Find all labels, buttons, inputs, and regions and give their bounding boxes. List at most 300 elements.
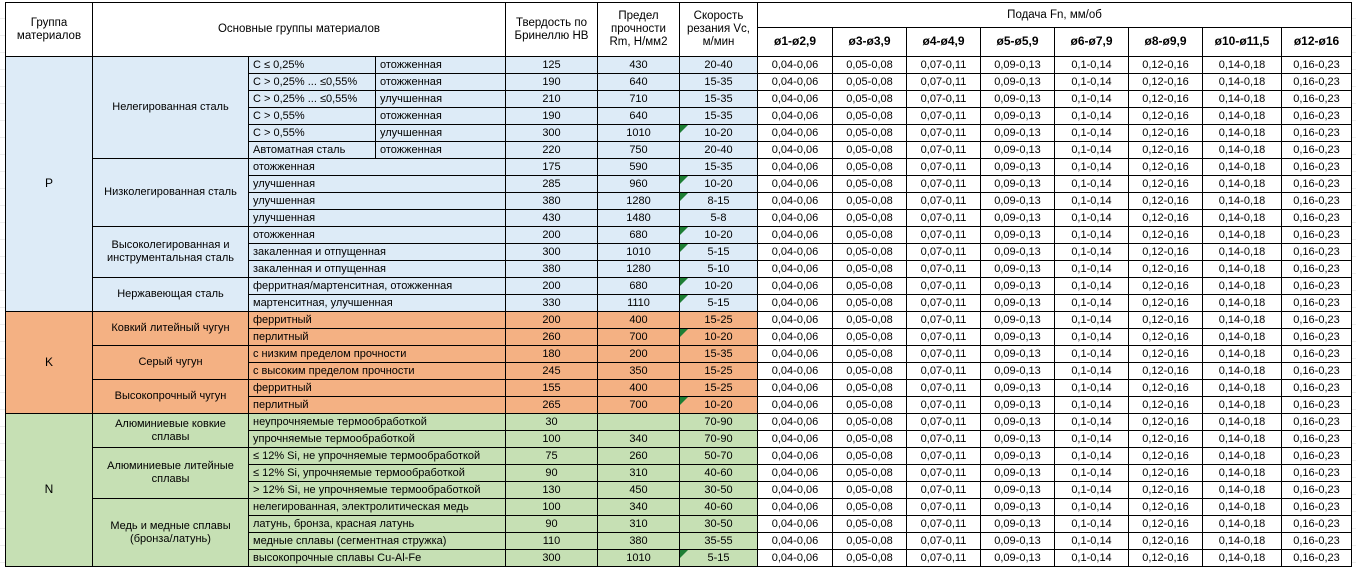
feed-cell: 0,14-0,18 [1203,431,1282,448]
cutting-speed-cell: 5-8 [680,210,758,227]
feed-cell: 0,1-0,14 [1055,125,1129,142]
feed-cell: 0,1-0,14 [1055,448,1129,465]
hardness-cell: 260 [506,329,598,346]
feed-cell: 0,16-0,23 [1282,346,1352,363]
feed-cell: 0,07-0,11 [907,499,981,516]
feed-cell: 0,05-0,08 [833,159,907,176]
feed-cell: 0,1-0,14 [1055,397,1129,414]
feed-cell: 0,16-0,23 [1282,380,1352,397]
feed-cell: 0,12-0,16 [1129,550,1203,567]
material-desc-cell: улучшенная [249,193,506,210]
hardness-cell: 110 [506,533,598,550]
feed-cell: 0,05-0,08 [833,431,907,448]
strength-cell: 1280 [598,193,680,210]
material-desc-cell: нелегированная, электролитическая медь [249,499,506,516]
composition-cell: C > 0,25% ... ≤0,55% [249,74,376,91]
cutting-speed-cell: 15-35 [680,159,758,176]
feed-cell: 0,1-0,14 [1055,516,1129,533]
feed-cell: 0,1-0,14 [1055,431,1129,448]
header-diameter-2: ø3-ø3,9 [833,28,907,57]
cutting-speed-cell: 15-35 [680,108,758,125]
strength-cell: 1280 [598,261,680,278]
feed-cell: 0,09-0,13 [981,550,1055,567]
material-desc-cell: высокопрочные сплавы Cu-Al-Fe [249,550,506,567]
cutting-data-table [5,2,1352,567]
feed-cell: 0,05-0,08 [833,295,907,312]
feed-cell: 0,04-0,06 [758,278,833,295]
strength-cell: 1110 [598,295,680,312]
material-desc-cell: отожженная [249,227,506,244]
feed-cell: 0,04-0,06 [758,261,833,278]
condition-cell: отожженная [376,74,506,91]
feed-cell: 0,14-0,18 [1203,516,1282,533]
feed-cell: 0,14-0,18 [1203,278,1282,295]
material-group-cell: K [6,312,93,414]
material-subgroup-cell: Высокопрочный чугун [93,380,249,414]
feed-cell: 0,09-0,13 [981,380,1055,397]
material-desc-cell: латунь, бронза, красная латунь [249,516,506,533]
feed-cell: 0,04-0,06 [758,295,833,312]
feed-cell: 0,07-0,11 [907,125,981,142]
feed-cell: 0,14-0,18 [1203,142,1282,159]
condition-cell: отожженная [376,57,506,74]
feed-cell: 0,04-0,06 [758,397,833,414]
hardness-cell: 210 [506,91,598,108]
feed-cell: 0,14-0,18 [1203,57,1282,74]
feed-cell: 0,16-0,23 [1282,193,1352,210]
feed-cell: 0,1-0,14 [1055,550,1129,567]
feed-cell: 0,16-0,23 [1282,516,1352,533]
feed-cell: 0,16-0,23 [1282,431,1352,448]
strength-cell: 750 [598,142,680,159]
feed-cell: 0,14-0,18 [1203,482,1282,499]
strength-cell: 700 [598,397,680,414]
strength-cell: 200 [598,346,680,363]
hardness-cell: 380 [506,193,598,210]
feed-cell: 0,09-0,13 [981,295,1055,312]
material-subgroup-cell: Серый чугун [93,346,249,380]
feed-cell: 0,16-0,23 [1282,329,1352,346]
table-row [6,227,1352,244]
feed-cell: 0,14-0,18 [1203,329,1282,346]
cutting-speed-cell: 15-35 [680,91,758,108]
composition-cell: C > 0,55% [249,108,376,125]
feed-cell: 0,05-0,08 [833,499,907,516]
feed-cell: 0,16-0,23 [1282,414,1352,431]
material-subgroup-cell: Нелегированная сталь [93,57,249,159]
header-material-group: Группа материалов [6,3,93,57]
material-desc-cell: с низким пределом прочности [249,346,506,363]
strength-cell: 700 [598,329,680,346]
feed-cell: 0,09-0,13 [981,57,1055,74]
feed-cell: 0,12-0,16 [1129,91,1203,108]
feed-cell: 0,04-0,06 [758,533,833,550]
material-desc-cell: упрочняемые термообработкой [249,431,506,448]
feed-cell: 0,1-0,14 [1055,482,1129,499]
condition-cell: улучшенная [376,91,506,108]
feed-cell: 0,12-0,16 [1129,448,1203,465]
table-row [6,346,1352,363]
feed-cell: 0,07-0,11 [907,57,981,74]
feed-cell: 0,1-0,14 [1055,142,1129,159]
feed-cell: 0,04-0,06 [758,244,833,261]
feed-cell: 0,1-0,14 [1055,176,1129,193]
feed-cell: 0,16-0,23 [1282,278,1352,295]
hardness-cell: 220 [506,142,598,159]
material-subgroup-cell: Низколегированная сталь [93,159,249,227]
condition-cell: отожженная [376,108,506,125]
feed-cell: 0,12-0,16 [1129,142,1203,159]
table-row [6,448,1352,465]
feed-cell: 0,07-0,11 [907,516,981,533]
hardness-cell: 300 [506,125,598,142]
feed-cell: 0,09-0,13 [981,74,1055,91]
feed-cell: 0,05-0,08 [833,448,907,465]
feed-cell: 0,07-0,11 [907,397,981,414]
feed-cell: 0,04-0,06 [758,329,833,346]
feed-cell: 0,05-0,08 [833,414,907,431]
strength-cell: 430 [598,57,680,74]
hardness-cell: 175 [506,159,598,176]
feed-cell: 0,12-0,16 [1129,125,1203,142]
header-feed-title: Подача Fn, мм/об [758,3,1352,28]
feed-cell: 0,07-0,11 [907,159,981,176]
strength-cell: 340 [598,431,680,448]
feed-cell: 0,04-0,06 [758,363,833,380]
cutting-speed-cell: 35-55 [680,533,758,550]
feed-cell: 0,14-0,18 [1203,448,1282,465]
material-desc-cell: улучшенная [249,210,506,227]
hardness-cell: 155 [506,380,598,397]
feed-cell: 0,14-0,18 [1203,108,1282,125]
feed-cell: 0,09-0,13 [981,499,1055,516]
cutting-speed-cell: 10-20 [680,397,758,414]
feed-cell: 0,16-0,23 [1282,550,1352,567]
feed-cell: 0,09-0,13 [981,414,1055,431]
feed-cell: 0,05-0,08 [833,125,907,142]
material-desc-cell: медные сплавы (сегментная стружка) [249,533,506,550]
hardness-cell: 330 [506,295,598,312]
feed-cell: 0,05-0,08 [833,261,907,278]
cutting-speed-cell: 15-25 [680,363,758,380]
feed-cell: 0,05-0,08 [833,193,907,210]
feed-cell: 0,14-0,18 [1203,159,1282,176]
feed-cell: 0,04-0,06 [758,550,833,567]
header-diameter-6: ø8-ø9,9 [1129,28,1203,57]
feed-cell: 0,04-0,06 [758,91,833,108]
feed-cell: 0,04-0,06 [758,482,833,499]
material-desc-cell: ≤ 12% Si, не упрочняемые термообработкой [249,448,506,465]
feed-cell: 0,07-0,11 [907,142,981,159]
feed-cell: 0,1-0,14 [1055,74,1129,91]
feed-cell: 0,07-0,11 [907,278,981,295]
feed-cell: 0,09-0,13 [981,108,1055,125]
condition-cell: улучшенная [376,125,506,142]
feed-cell: 0,14-0,18 [1203,91,1282,108]
feed-cell: 0,04-0,06 [758,210,833,227]
feed-cell: 0,09-0,13 [981,91,1055,108]
strength-cell: 400 [598,312,680,329]
feed-cell: 0,12-0,16 [1129,244,1203,261]
feed-cell: 0,07-0,11 [907,380,981,397]
composition-cell: Автоматная сталь [249,142,376,159]
feed-cell: 0,05-0,08 [833,482,907,499]
feed-cell: 0,16-0,23 [1282,465,1352,482]
feed-cell: 0,04-0,06 [758,448,833,465]
feed-cell: 0,12-0,16 [1129,261,1203,278]
feed-cell: 0,1-0,14 [1055,278,1129,295]
feed-cell: 0,12-0,16 [1129,108,1203,125]
feed-cell: 0,05-0,08 [833,108,907,125]
hardness-cell: 300 [506,550,598,567]
strength-cell: 1010 [598,125,680,142]
material-subgroup-cell: Нержавеющая сталь [93,278,249,312]
feed-cell: 0,1-0,14 [1055,210,1129,227]
table-row [6,414,1352,431]
hardness-cell: 300 [506,244,598,261]
cutting-speed-cell: 20-40 [680,57,758,74]
feed-cell: 0,12-0,16 [1129,227,1203,244]
feed-cell: 0,16-0,23 [1282,448,1352,465]
feed-cell: 0,1-0,14 [1055,414,1129,431]
feed-cell: 0,09-0,13 [981,482,1055,499]
table-row [6,499,1352,516]
feed-cell: 0,09-0,13 [981,329,1055,346]
feed-cell: 0,07-0,11 [907,431,981,448]
feed-cell: 0,07-0,11 [907,261,981,278]
feed-cell: 0,12-0,16 [1129,363,1203,380]
hardness-cell: 75 [506,448,598,465]
feed-cell: 0,12-0,16 [1129,533,1203,550]
cutting-speed-cell: 15-25 [680,312,758,329]
header-brinell-hardness: Твердость по Бринеллю HB [506,3,598,57]
feed-cell: 0,04-0,06 [758,414,833,431]
feed-cell: 0,12-0,16 [1129,482,1203,499]
feed-cell: 0,12-0,16 [1129,210,1203,227]
strength-cell: 400 [598,380,680,397]
feed-cell: 0,09-0,13 [981,533,1055,550]
cutting-speed-cell: 5-15 [680,550,758,567]
feed-cell: 0,05-0,08 [833,397,907,414]
feed-cell: 0,05-0,08 [833,312,907,329]
hardness-cell: 100 [506,431,598,448]
table-row [6,278,1352,295]
feed-cell: 0,07-0,11 [907,329,981,346]
material-desc-cell: с высоким пределом прочности [249,363,506,380]
feed-cell: 0,07-0,11 [907,363,981,380]
strength-cell: 640 [598,74,680,91]
material-desc-cell: закаленная и отпущенная [249,244,506,261]
feed-cell: 0,12-0,16 [1129,159,1203,176]
feed-cell: 0,04-0,06 [758,346,833,363]
composition-cell: C ≤ 0,25% [249,57,376,74]
feed-cell: 0,09-0,13 [981,142,1055,159]
feed-cell: 0,04-0,06 [758,57,833,74]
feed-cell: 0,07-0,11 [907,227,981,244]
feed-cell: 0,05-0,08 [833,550,907,567]
material-desc-cell: перлитный [249,397,506,414]
composition-cell: C > 0,25% ... ≤0,55% [249,91,376,108]
hardness-cell: 190 [506,108,598,125]
feed-cell: 0,09-0,13 [981,176,1055,193]
feed-cell: 0,14-0,18 [1203,193,1282,210]
feed-cell: 0,04-0,06 [758,465,833,482]
feed-cell: 0,09-0,13 [981,312,1055,329]
feed-cell: 0,16-0,23 [1282,244,1352,261]
material-subgroup-cell: Ковкий литейный чугун [93,312,249,346]
strength-cell: 350 [598,363,680,380]
feed-cell: 0,16-0,23 [1282,210,1352,227]
feed-cell: 0,1-0,14 [1055,159,1129,176]
strength-cell: 680 [598,278,680,295]
strength-cell: 310 [598,465,680,482]
feed-cell: 0,05-0,08 [833,533,907,550]
cutting-speed-cell: 10-20 [680,329,758,346]
strength-cell: 1010 [598,550,680,567]
feed-cell: 0,07-0,11 [907,482,981,499]
feed-cell: 0,1-0,14 [1055,363,1129,380]
feed-cell: 0,09-0,13 [981,278,1055,295]
feed-cell: 0,09-0,13 [981,363,1055,380]
feed-cell: 0,05-0,08 [833,142,907,159]
feed-cell: 0,12-0,16 [1129,329,1203,346]
feed-cell: 0,1-0,14 [1055,465,1129,482]
feed-cell: 0,14-0,18 [1203,227,1282,244]
feed-cell: 0,07-0,11 [907,346,981,363]
feed-cell: 0,14-0,18 [1203,397,1282,414]
strength-cell: 960 [598,176,680,193]
hardness-cell: 130 [506,482,598,499]
cutting-speed-cell: 5-10 [680,261,758,278]
strength-cell: 640 [598,108,680,125]
feed-cell: 0,04-0,06 [758,193,833,210]
header-diameter-8: ø12-ø16 [1282,28,1352,57]
feed-cell: 0,09-0,13 [981,516,1055,533]
feed-cell: 0,14-0,18 [1203,363,1282,380]
cutting-speed-cell: 50-70 [680,448,758,465]
feed-cell: 0,07-0,11 [907,193,981,210]
feed-cell: 0,05-0,08 [833,244,907,261]
material-subgroup-cell: Алюминиевые ковкие сплавы [93,414,249,448]
feed-cell: 0,07-0,11 [907,550,981,567]
header-diameter-3: ø4-ø4,9 [907,28,981,57]
feed-cell: 0,12-0,16 [1129,431,1203,448]
material-desc-cell: ферритная/мартенситная, отожженная [249,278,506,295]
header-cutting-speed: Скорость резания Vc, м/мин [680,3,758,57]
table-body [6,57,1352,567]
cutting-speed-cell: 70-90 [680,414,758,431]
feed-cell: 0,07-0,11 [907,448,981,465]
strength-cell: 1010 [598,244,680,261]
feed-cell: 0,04-0,06 [758,516,833,533]
feed-cell: 0,12-0,16 [1129,57,1203,74]
feed-cell: 0,1-0,14 [1055,57,1129,74]
feed-cell: 0,07-0,11 [907,74,981,91]
feed-cell: 0,07-0,11 [907,295,981,312]
feed-cell: 0,14-0,18 [1203,550,1282,567]
feed-cell: 0,05-0,08 [833,74,907,91]
feed-cell: 0,1-0,14 [1055,346,1129,363]
cutting-speed-cell: 5-15 [680,244,758,261]
feed-cell: 0,16-0,23 [1282,295,1352,312]
material-group-cell: P [6,57,93,312]
feed-cell: 0,04-0,06 [758,380,833,397]
material-desc-cell: ферритный [249,312,506,329]
feed-cell: 0,09-0,13 [981,431,1055,448]
feed-cell: 0,04-0,06 [758,499,833,516]
feed-cell: 0,14-0,18 [1203,176,1282,193]
hardness-cell: 90 [506,516,598,533]
hardness-cell: 100 [506,499,598,516]
feed-cell: 0,14-0,18 [1203,125,1282,142]
strength-cell [598,414,680,431]
feed-cell: 0,09-0,13 [981,465,1055,482]
cutting-speed-cell: 15-25 [680,380,758,397]
feed-cell: 0,16-0,23 [1282,142,1352,159]
hardness-cell: 30 [506,414,598,431]
feed-cell: 0,16-0,23 [1282,533,1352,550]
feed-cell: 0,07-0,11 [907,244,981,261]
feed-cell: 0,09-0,13 [981,227,1055,244]
feed-cell: 0,04-0,06 [758,159,833,176]
feed-cell: 0,12-0,16 [1129,397,1203,414]
feed-cell: 0,16-0,23 [1282,159,1352,176]
feed-cell: 0,14-0,18 [1203,261,1282,278]
feed-cell: 0,1-0,14 [1055,193,1129,210]
cutting-speed-cell: 10-20 [680,125,758,142]
feed-cell: 0,05-0,08 [833,278,907,295]
feed-cell: 0,16-0,23 [1282,176,1352,193]
cutting-speed-cell: 70-90 [680,431,758,448]
feed-cell: 0,12-0,16 [1129,176,1203,193]
hardness-cell: 190 [506,74,598,91]
feed-cell: 0,14-0,18 [1203,295,1282,312]
feed-cell: 0,12-0,16 [1129,193,1203,210]
strength-cell: 260 [598,448,680,465]
feed-cell: 0,1-0,14 [1055,329,1129,346]
feed-cell: 0,16-0,23 [1282,108,1352,125]
feed-cell: 0,1-0,14 [1055,312,1129,329]
hardness-cell: 200 [506,227,598,244]
feed-cell: 0,1-0,14 [1055,533,1129,550]
feed-cell: 0,12-0,16 [1129,295,1203,312]
material-desc-cell: улучшенная [249,176,506,193]
header-diameter-4: ø5-ø5,9 [981,28,1055,57]
strength-cell: 680 [598,227,680,244]
condition-cell: отожженная [376,142,506,159]
strength-cell: 710 [598,91,680,108]
table-row [6,57,1352,74]
table-row [6,380,1352,397]
feed-cell: 0,16-0,23 [1282,312,1352,329]
feed-cell: 0,1-0,14 [1055,380,1129,397]
cutting-speed-cell: 10-20 [680,176,758,193]
feed-cell: 0,12-0,16 [1129,499,1203,516]
feed-cell: 0,05-0,08 [833,227,907,244]
feed-cell: 0,14-0,18 [1203,346,1282,363]
feed-cell: 0,07-0,11 [907,108,981,125]
cutting-speed-cell: 15-35 [680,74,758,91]
feed-cell: 0,1-0,14 [1055,261,1129,278]
feed-cell: 0,16-0,23 [1282,499,1352,516]
hardness-cell: 245 [506,363,598,380]
feed-cell: 0,14-0,18 [1203,499,1282,516]
feed-cell: 0,05-0,08 [833,91,907,108]
material-subgroup-cell: Алюминиевые литейные сплавы [93,448,249,499]
material-desc-cell: перлитный [249,329,506,346]
cutting-speed-cell: 10-20 [680,227,758,244]
feed-cell: 0,05-0,08 [833,465,907,482]
